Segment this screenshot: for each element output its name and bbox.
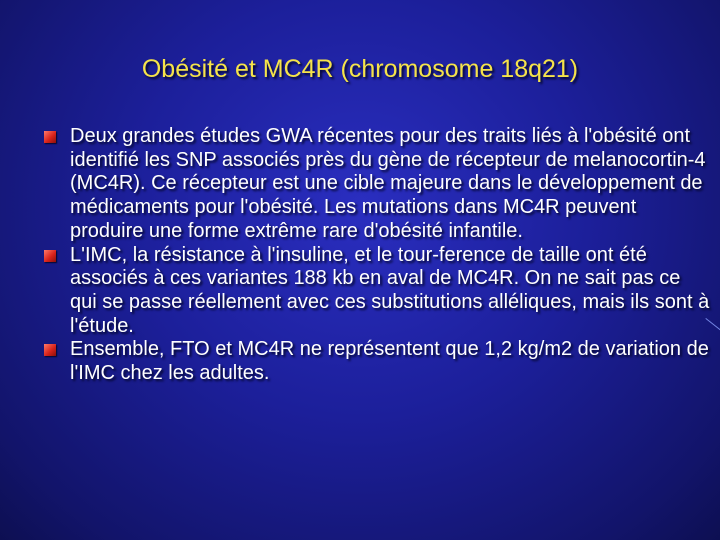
bullet-item xyxy=(44,244,710,339)
bullet-item xyxy=(44,125,710,244)
square-bullet-icon xyxy=(44,131,56,143)
square-bullet-icon xyxy=(44,344,56,356)
square-bullet-icon xyxy=(44,250,56,262)
bullet-text: Ensemble, FTO et MC4R ne représentent que 1,2 kg/m2 de variation de l'IMC chez les adultes. xyxy=(70,338,709,385)
bullet-text: Deux grandes études GWA récentes pour des traits liés à l'obésité ont identifié les SNP associés près du gène de récepteur de melanocortin-4 (MC4R). Ce récepteur est une cible majeure dans le développement de médicaments pour l'obésité. Les mutations dans MC4R peuvent produire une forme extrême rare d'obésité infantile. xyxy=(70,125,706,242)
slide-title: Obésité et MC4R (chromosome 18q21) xyxy=(141,55,579,83)
bullet-list xyxy=(44,125,710,386)
bullet-item xyxy=(44,338,710,385)
bullet-text: L'IMC, la résistance à l'insuline, et le tour-ference de taille ont été associés à ces variantes 188 kb en aval de MC4R. On ne sait pas ce qui se passe réellement avec ces substitutions alléliques, mais ils sont à l'étude. xyxy=(70,243,710,337)
